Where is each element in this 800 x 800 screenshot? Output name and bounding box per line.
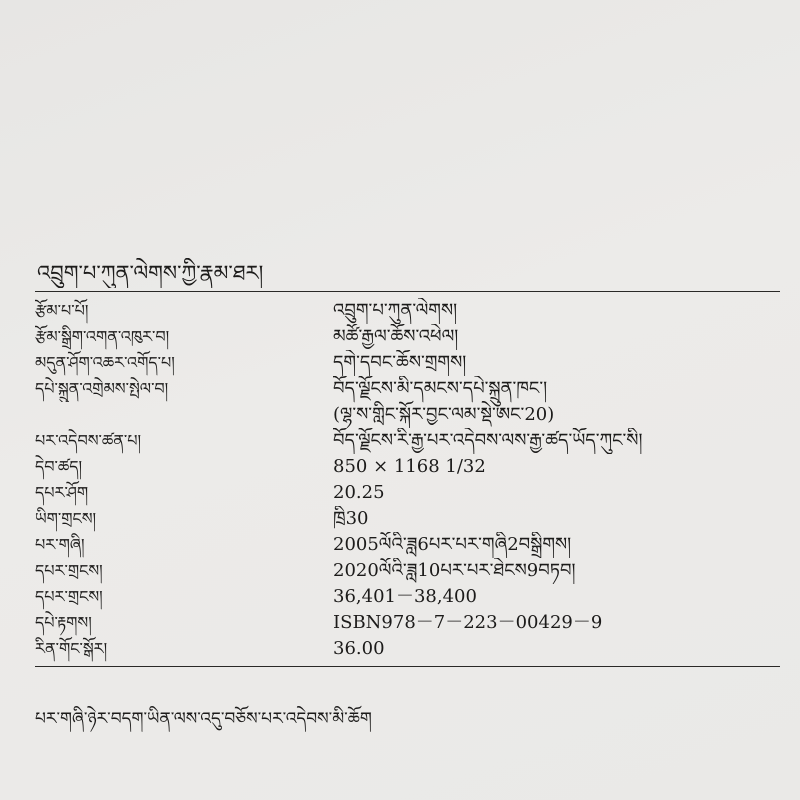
colophon-row-editor — [35, 324, 780, 350]
row-value: མཚོ་རྒྱལ་ཆོས་འཕེལ། — [333, 326, 459, 347]
colophon-row-printing — [35, 558, 780, 584]
copyright-notice: པར་གཞི་ཉེར་བདག་ཡིན་ལས་འདུ་བཅོས་པར་འདེབས་མི་ཆོག — [35, 709, 372, 729]
colophon-row-publisher — [35, 376, 780, 428]
row-value — [333, 376, 780, 428]
row-value: 2005ལོའི་ཟླ6པར་པར་གཞི2བསྒྲིགས། — [333, 534, 572, 555]
colophon-row-printer — [35, 428, 780, 454]
row-value: ISBN978－7－223－00429－9 — [333, 612, 603, 633]
row-value: དགེ་དབང་ཆོས་གྲགས། — [333, 352, 467, 373]
row-value: འབྲུག་པ་ཀུན་ལེགས། — [333, 300, 458, 321]
row-value: 2020ལོའི་ཟླ10པར་པར་ཐེངས9བཏབ། — [333, 560, 576, 581]
row-label: ཡིག་གྲངས། — [35, 509, 97, 528]
row-value: 850 × 1168 1/32 — [333, 456, 486, 477]
colophon-row-printed-sheets — [35, 480, 780, 506]
row-label: མདུན་ཤོག་འཆར་འགོད་པ། — [35, 353, 175, 372]
row-label: པར་གཞི། — [35, 535, 85, 554]
colophon-block — [35, 258, 780, 667]
publisher-address: (ལྷ་ས་གླིང་སྐོར་བྱང་ལམ་སྡེ་ཨང་20) — [333, 404, 555, 425]
bottom-divider — [35, 666, 780, 667]
colophon-row-print-run — [35, 584, 780, 610]
row-label: དཔེ་སྐྲུན་འགྲེམས་སྤེལ་བ། — [35, 379, 169, 398]
row-label: པར་འདེབས་ཚན་པ། — [35, 431, 142, 450]
colophon-row-word-count — [35, 506, 780, 532]
row-value: 36,401－38,400 — [333, 586, 477, 607]
row-value: 36.00 — [333, 638, 385, 659]
row-value: ཁྲི30 — [333, 508, 369, 529]
row-value: བོད་ལྗོངས་རི་རྒྱ་པར་འདེབས་ལས་རྒྱ་ཚད་ཡོད་ཀུང་སི། — [333, 430, 643, 451]
colophon-row-format — [35, 454, 780, 480]
book-title: འབྲུག་པ་ཀུན་ལེགས་ཀྱི་རྣམ་ཐར། — [37, 261, 264, 285]
row-label: རྩོམ་པ་པོ། — [35, 301, 89, 320]
colophon-row-price — [35, 636, 780, 662]
colophon-row-author — [35, 298, 780, 324]
row-label: དཔེ་རྟགས། — [35, 613, 92, 632]
row-label: དཔར་གྲངས། — [35, 587, 103, 606]
row-value: 20.25 — [333, 482, 385, 503]
colophon-row-cover-designer — [35, 350, 780, 376]
colophon-row-isbn — [35, 610, 780, 636]
colophon-row-edition — [35, 532, 780, 558]
row-label: དཔར་གྲངས། — [35, 561, 103, 580]
row-label: རིན་གོང་སྒོར། — [35, 639, 108, 658]
row-label: དཔར་ཤོག — [35, 483, 89, 502]
publisher-name: བོད་ལྗོངས་མི་དམངས་དཔེ་སྐྲུན་ཁང་། — [333, 378, 548, 399]
row-label: རྩོམ་སྒྲིག་འགན་འཁུར་བ། — [35, 327, 170, 346]
colophon-table — [35, 292, 780, 666]
row-label: དེབ་ཚད། — [35, 457, 83, 476]
